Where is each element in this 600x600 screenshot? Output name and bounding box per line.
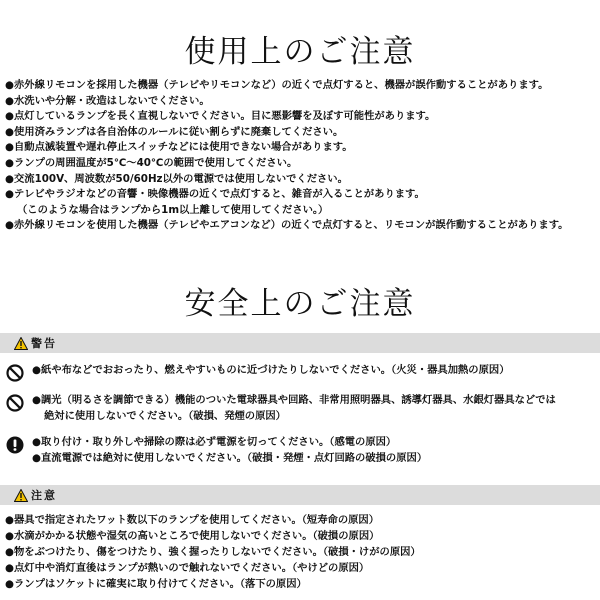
warning-line: ●直流電源では絶対に使用しないでください。（破損・発煙・点灯回路の破損の原因） <box>32 452 428 464</box>
warning-triangle-icon <box>14 337 28 350</box>
warning-triangle-icon <box>14 489 28 502</box>
warning-line: 絶対に使用しないでください。（破損、発煙の原因） <box>44 410 286 422</box>
list-item: ●自動点滅装置や遅れ停止スイッチなどには使用できない場合があります。 <box>5 141 353 154</box>
list-item: ●点灯中や消灯直後はランプが熱いので触れないでください。（やけどの原因） <box>5 562 370 574</box>
warning-header-bar <box>0 333 600 353</box>
list-item: ●器具で指定されたワット数以下のランプを使用してください。（短寿命の原因） <box>5 514 380 526</box>
list-item: ●赤外線リモコンを使用した機器（テレビやエアコンなど）の近くで点灯すると、リモコンが誤作動することがあります。 <box>5 219 569 232</box>
list-item: ●交流100V、周波数が50/60Hz以外の電源では使用しないでください。 <box>5 172 348 185</box>
caution-label: 注意 <box>31 489 57 502</box>
list-item: ●水滴がかかる状態や湿気の高いところで使用しないでください。（破損の原因） <box>5 530 380 542</box>
list-item: ●ランプはソケットに確実に取り付けてください。（落下の原因） <box>5 578 307 590</box>
caution-header-bar <box>0 485 600 505</box>
prohibited-icon <box>6 394 24 412</box>
list-item: ●テレビやラジオなどの音響・映像機器の近くで点灯すると、雑音が入ることがあります。 <box>5 188 425 201</box>
list-item: ●物をぶつけたり、傷をつけたり、強く握ったりしないでください。（破損・けがの原因） <box>5 546 421 558</box>
list-item: （このような場合はランプから1m以上離して使用してください。） <box>17 203 329 216</box>
list-item: ●赤外線リモコンを採用した機器（テレビやリモコンなど）の近くで点灯すると、機器が誤作動することがあります。 <box>5 79 549 91</box>
list-item: ●使用済みランプは各自治体のルールに従い割らずに廃棄してください。 <box>5 125 344 138</box>
mandatory-exclamation-icon <box>6 436 24 454</box>
warning-line: ●紙や布などでおおったり、燃えやすいものに近づけたりしないでください。（火災・器具加熱の原因） <box>32 364 510 376</box>
list-item: ●水洗いや分解・改造はしないでください。 <box>5 94 210 107</box>
list-item: ●点灯しているランプを長く直視しないでください。目に悪影響を及ぼす可能性があります。 <box>5 110 436 123</box>
list-item: ●ランプの周囲温度が5℃～40℃の範囲で使用してください。 <box>5 156 298 169</box>
usage-notes-title: 使用上のご注意 <box>184 34 416 70</box>
prohibited-icon <box>6 364 24 382</box>
warning-line: ●取り付け・取り外しや掃除の際は必ず電源を切ってください。（感電の原因） <box>32 436 397 448</box>
caution-list <box>5 512 421 592</box>
warning-line: ●調光（明るさを調節できる）機能のついた電球器具や回路、非常用照明器具、誘導灯器具、水銀灯器具などでは <box>32 394 556 406</box>
warning-label: 警告 <box>31 337 57 350</box>
safety-notes-title: 安全上のご注意 <box>184 286 416 322</box>
usage-notes-list <box>5 78 597 234</box>
